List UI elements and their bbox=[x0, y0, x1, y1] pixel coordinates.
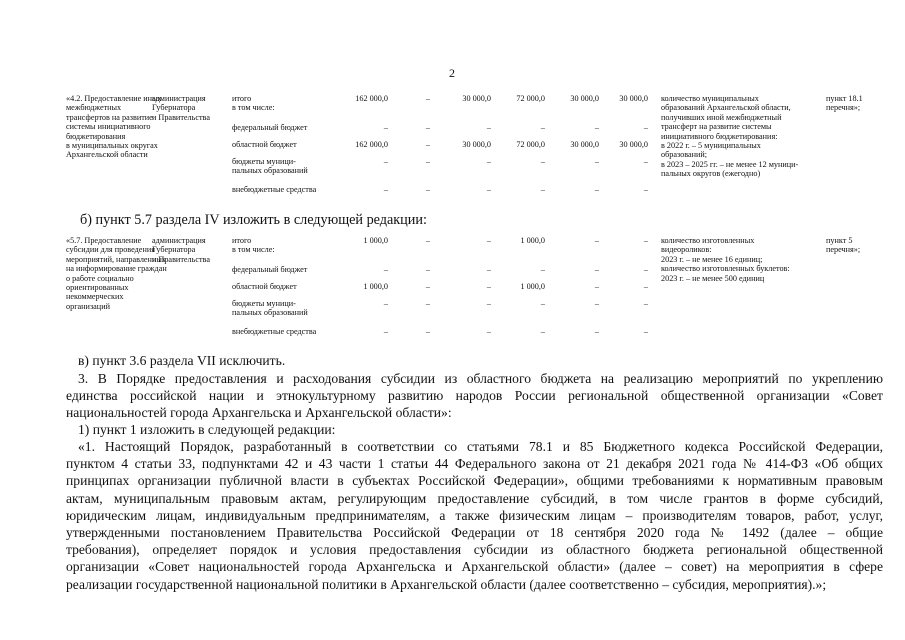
funding-source bbox=[232, 123, 307, 132]
amount-cell-line: – bbox=[540, 123, 545, 132]
amount-cell-line: 30 000,0 bbox=[462, 94, 491, 103]
amount-cell-line: – bbox=[383, 123, 388, 132]
funding-source bbox=[232, 94, 275, 113]
amount-cell bbox=[485, 236, 545, 245]
executor-line: и Правительства bbox=[152, 112, 210, 122]
amount-cell-line: – bbox=[486, 157, 491, 166]
amount-cell bbox=[588, 94, 648, 103]
amount-cell bbox=[431, 123, 491, 132]
amount-cell-line: – bbox=[540, 265, 545, 274]
amount-cell bbox=[431, 236, 491, 245]
amount-cell bbox=[588, 236, 648, 245]
amount-cell bbox=[370, 299, 430, 308]
amount-cell bbox=[485, 327, 545, 336]
measure-name-line: бюджетирования bbox=[66, 131, 126, 141]
amount-cell-line: – bbox=[425, 94, 430, 103]
funding-source-line: внебюджетные средства bbox=[232, 327, 317, 336]
paraquote-line: актам, муниципальным правовым актам, регулирующим предоставление субсидий, в том числе грантов в форме субсидий, bbox=[66, 490, 883, 506]
amount-cell-line: – bbox=[425, 123, 430, 132]
list-reference-line: пункт 18.1 bbox=[826, 94, 863, 103]
funding-source bbox=[232, 140, 297, 149]
paraquote-line: утвержденными постановлением Правительства Российской Федерации от 18 сентября 2020 года № 1492 (далее – общие bbox=[66, 525, 883, 541]
amount-cell bbox=[431, 140, 491, 149]
amount-cell-line: – bbox=[486, 265, 491, 274]
amount-cell-line: – bbox=[643, 299, 648, 308]
amount-cell-line: – bbox=[425, 157, 430, 166]
para3-line: национальностей города Архангельска и Архангельской области»: bbox=[66, 405, 452, 421]
funding-source bbox=[232, 282, 297, 291]
amount-cell-line: – bbox=[594, 236, 599, 245]
list-reference bbox=[826, 236, 860, 255]
amount-cell-line: – bbox=[540, 185, 545, 194]
amount-cell bbox=[431, 265, 491, 274]
amount-cell-line: – bbox=[594, 265, 599, 274]
amount-cell bbox=[588, 185, 648, 194]
funding-source bbox=[232, 236, 275, 255]
measure-name-line: «4.2. Предоставление иных bbox=[66, 94, 162, 103]
indicator-line: 2023 г. – не менее 500 единиц bbox=[661, 273, 765, 283]
list-reference-line: перечня»; bbox=[826, 103, 861, 113]
amount-cell-line: – bbox=[425, 282, 430, 291]
measure-name-line: о работе социально bbox=[66, 273, 134, 283]
amount-cell-line: 30 000,0 bbox=[619, 94, 648, 103]
amount-cell-line: – bbox=[643, 123, 648, 132]
amount-cell-line: 1 000,0 bbox=[363, 236, 388, 245]
funding-source-line: пальных образований bbox=[232, 166, 308, 176]
paragraph-3 bbox=[66, 370, 883, 422]
amount-cell-line: – bbox=[383, 265, 388, 274]
measure-name-line: ориентированных bbox=[66, 283, 129, 293]
amount-cell bbox=[485, 185, 545, 194]
funding-source-line: итого bbox=[232, 94, 252, 103]
paragraph-v-text: в) пункт 3.6 раздела VII исключить. bbox=[78, 353, 286, 368]
amount-cell bbox=[431, 157, 491, 166]
executor-line: Губернатора bbox=[152, 103, 196, 113]
amount-cell bbox=[485, 282, 545, 291]
indicator bbox=[661, 236, 790, 283]
amount-cell-line: – bbox=[643, 265, 648, 274]
executor-line: администрация bbox=[152, 236, 206, 245]
amount-cell-line: – bbox=[425, 265, 430, 274]
amount-cell-line: 30 000,0 bbox=[570, 140, 599, 149]
amount-cell-line: 30 000,0 bbox=[462, 140, 491, 149]
para3-line: единства российской нации и этнокультурному развитию народов России региональной общественной организации «Совет bbox=[66, 388, 883, 404]
amount-cell bbox=[485, 94, 545, 103]
executor-line: и Правительства bbox=[152, 254, 210, 264]
paraquote-line: организации «Совет национальностей города Архангельска и Архангельской области» (далее – совет) на мероприятия в сфере bbox=[66, 559, 883, 575]
indicator-line: 2023 г. – не менее 16 единиц; bbox=[661, 254, 763, 264]
funding-source-line: областной бюджет bbox=[232, 282, 297, 291]
funding-source bbox=[232, 327, 316, 336]
indicator-line: получивших иной межбюджетный bbox=[661, 112, 782, 122]
indicator-line: инициативного бюджетирования: bbox=[661, 131, 778, 141]
funding-source-line: областной бюджет bbox=[232, 140, 297, 149]
funding-source-line: в том числе: bbox=[232, 103, 275, 113]
measure-name-line: в муниципальных округах bbox=[66, 141, 158, 151]
amount-cell bbox=[431, 299, 491, 308]
amount-cell-line: – bbox=[425, 299, 430, 308]
funding-source-line: внебюджетные средства bbox=[232, 185, 317, 194]
paragraph-quote bbox=[66, 438, 883, 593]
amount-cell bbox=[431, 327, 491, 336]
funding-source-line: итого bbox=[232, 236, 252, 245]
amount-cell bbox=[370, 185, 430, 194]
amount-cell-line: – bbox=[643, 327, 648, 336]
paragraph-1 bbox=[66, 421, 883, 438]
funding-source-line: бюджеты муници- bbox=[232, 299, 296, 308]
measure-name-line: мероприятий, направленных bbox=[66, 254, 166, 264]
amount-cell-line: – bbox=[540, 327, 545, 336]
funding-source bbox=[232, 265, 307, 274]
indicator-line: в 2022 г. – 5 муниципальных bbox=[661, 141, 761, 151]
amount-cell-line: 1 000,0 bbox=[520, 282, 545, 291]
amount-cell bbox=[588, 299, 648, 308]
amount-cell bbox=[485, 265, 545, 274]
amount-cell-line: – bbox=[425, 185, 430, 194]
amount-cell-line: – bbox=[486, 327, 491, 336]
amount-cell-line: – bbox=[425, 140, 430, 149]
amount-cell-line: – bbox=[643, 282, 648, 291]
amount-cell bbox=[431, 282, 491, 291]
paraquote-line: «1. Настоящий Порядок, разработанный в соответствии со статьями 78.1 и 85 Бюджетного кодекса Российской Федерации, bbox=[78, 439, 883, 454]
amount-cell bbox=[370, 236, 430, 245]
amount-cell-line: – bbox=[486, 299, 491, 308]
amount-cell-line: 30 000,0 bbox=[570, 94, 599, 103]
paraquote-line: пунктом 4 статьи 33, подпунктами 42 и 43 части 1 статьи 44 Федерального закона от 21 декабря 2021 года № 414-ФЗ «Об общих bbox=[66, 456, 883, 472]
amount-cell bbox=[370, 94, 430, 103]
amount-cell-line: – bbox=[540, 299, 545, 308]
amount-cell-line: – bbox=[486, 282, 491, 291]
amount-cell-line: 72 000,0 bbox=[516, 140, 545, 149]
indicator bbox=[661, 94, 798, 179]
amount-cell-line: – bbox=[643, 185, 648, 194]
paragraph-1-text: 1) пункт 1 изложить в следующей редакции: bbox=[78, 422, 336, 437]
amount-cell-line: 72 000,0 bbox=[516, 94, 545, 103]
measure-name-line: некоммерческих bbox=[66, 292, 124, 302]
amount-cell bbox=[370, 123, 430, 132]
indicator-line: количество муниципальных bbox=[661, 94, 759, 103]
paragraph-v bbox=[66, 352, 883, 369]
amount-cell-line: – bbox=[594, 299, 599, 308]
amount-cell bbox=[588, 123, 648, 132]
amount-cell bbox=[370, 140, 430, 149]
funding-source-line: бюджеты муници- bbox=[232, 157, 296, 166]
measure-name-line: организаций bbox=[66, 301, 110, 311]
amount-cell-line: 162 000,0 bbox=[355, 140, 388, 149]
funding-source bbox=[232, 185, 316, 194]
amount-cell-line: – bbox=[383, 157, 388, 166]
paraquote-line: принципах организации публичной власти в субъектах Российской Федерации», общими требованиями к нормативным правовым bbox=[66, 473, 883, 489]
measure-name-line: «5.7. Предоставление bbox=[66, 236, 142, 245]
page-number: 2 bbox=[449, 66, 455, 80]
amount-cell bbox=[370, 327, 430, 336]
paraquote-line: требования), определяет порядок и условия предоставления субсидии из областного бюджета региональной общественной bbox=[66, 542, 883, 558]
list-reference-line: перечня»; bbox=[826, 245, 861, 255]
amount-cell-line: 1 000,0 bbox=[520, 236, 545, 245]
amount-cell bbox=[370, 157, 430, 166]
amount-cell bbox=[370, 265, 430, 274]
funding-source bbox=[232, 157, 308, 176]
amount-cell-line: – bbox=[594, 282, 599, 291]
indicator-line: пальных округов (ежегодно) bbox=[661, 169, 761, 179]
amount-cell bbox=[485, 157, 545, 166]
funding-source-line: федеральный бюджет bbox=[232, 265, 308, 274]
indicator-line: трансферт на развитие системы bbox=[661, 122, 772, 132]
funding-source bbox=[232, 299, 308, 318]
amount-cell-line: – bbox=[594, 123, 599, 132]
amount-cell-line: – bbox=[383, 299, 388, 308]
amount-cell-line: 162 000,0 bbox=[355, 94, 388, 103]
amount-cell-line: – bbox=[486, 123, 491, 132]
amount-cell-line: – bbox=[643, 236, 648, 245]
funding-source-line: федеральный бюджет bbox=[232, 123, 308, 132]
indicator-line: образований; bbox=[661, 150, 708, 160]
measure-name-line: трансфертов на развитие bbox=[66, 112, 153, 122]
indicator-line: образований Архангельской области, bbox=[661, 103, 791, 113]
amount-cell-line: – bbox=[643, 157, 648, 166]
indicator-line: количество изготовленных bbox=[661, 236, 755, 245]
executor bbox=[152, 236, 210, 264]
indicator-line: в 2023 – 2025 гг. – не менее 12 муници- bbox=[661, 159, 799, 169]
amount-cell-line: – bbox=[383, 185, 388, 194]
amount-cell bbox=[485, 140, 545, 149]
amount-cell-line: – bbox=[594, 327, 599, 336]
measure-name-line: на информирование граждан bbox=[66, 264, 167, 274]
executor bbox=[152, 94, 210, 122]
amount-cell bbox=[588, 140, 648, 149]
measure-name bbox=[66, 94, 162, 160]
list-reference bbox=[826, 94, 863, 113]
amount-cell-line: – bbox=[383, 327, 388, 336]
amount-cell bbox=[485, 123, 545, 132]
amount-cell bbox=[588, 157, 648, 166]
indicator-line: количество изготовленных буклетов: bbox=[661, 264, 790, 274]
funding-source-line: в том числе: bbox=[232, 245, 275, 255]
amount-cell-line: – bbox=[540, 157, 545, 166]
para3-line: 3. В Порядке предоставления и расходования субсидии из областного бюджета на реализацию мероприятий по укреплению bbox=[78, 371, 883, 386]
amount-cell-line: – bbox=[486, 236, 491, 245]
amount-cell-line: 30 000,0 bbox=[619, 140, 648, 149]
amount-cell-line: – bbox=[425, 236, 430, 245]
amount-cell bbox=[485, 299, 545, 308]
amount-cell-line: – bbox=[486, 185, 491, 194]
amount-cell bbox=[588, 265, 648, 274]
paraquote-line: реализации государственной национальной политики в Архангельской области (далее соответственно – субсидия, мероприятия).»; bbox=[66, 576, 827, 592]
amount-cell bbox=[588, 327, 648, 336]
amount-cell bbox=[431, 94, 491, 103]
paraquote-line: юридическим лицам, индивидуальным предпринимателям, а также физическим лицам – производителям товаров, работ, услуг, bbox=[66, 507, 883, 523]
measure-name-line: межбюджетных bbox=[66, 103, 122, 113]
list-reference-line: пункт 5 bbox=[826, 236, 853, 245]
measure-name-line: системы инициативного bbox=[66, 122, 151, 132]
measure-name-line: Архангельской области bbox=[66, 150, 148, 160]
heading-b: б) пункт 5.7 раздела IV изложить в следующей редакции: bbox=[80, 212, 427, 228]
amount-cell-line: – bbox=[594, 157, 599, 166]
executor-line: администрация bbox=[152, 94, 206, 103]
amount-cell-line: – bbox=[594, 185, 599, 194]
funding-source-line: пальных образований bbox=[232, 308, 308, 318]
amount-cell-line: 1 000,0 bbox=[363, 282, 388, 291]
amount-cell bbox=[588, 282, 648, 291]
measure-name-line: субсидии для проведения bbox=[66, 245, 155, 255]
amount-cell-line: – bbox=[425, 327, 430, 336]
executor-line: Губернатора bbox=[152, 245, 196, 255]
amount-cell bbox=[370, 282, 430, 291]
amount-cell bbox=[431, 185, 491, 194]
indicator-line: видеороликов: bbox=[661, 245, 712, 255]
